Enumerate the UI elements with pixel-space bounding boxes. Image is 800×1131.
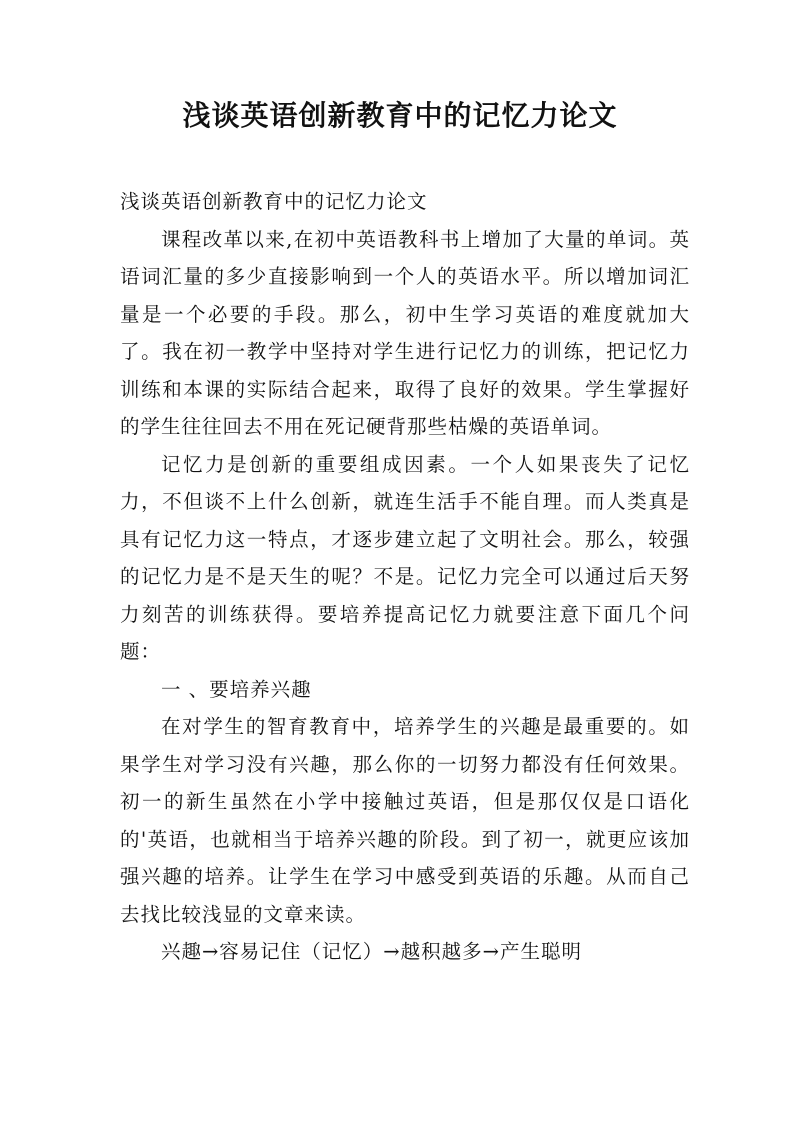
- paragraph-vocabulary: 课程改革以来,在初中英语教科书上增加了大量的单词。英语词汇量的多少直接影响到一个人的英语水平。所以增加词汇量是一个必要的手段。那么，初中生学习英语的难度就加大了。我在初一教学中坚持对学生进行记忆力的训练，把记忆力训练和本课的实际结合起来，取得了良好的效果。学生掌握好的学生往往回去不用在死记硬背那些枯燥的英语单词。: [120, 227, 690, 438]
- paragraph-interest: 在对学生的智育教育中，培养学生的兴趣是最重要的。如果学生对学习没有兴趣，那么你的一切努力都没有任何效果。初一的新生虽然在小学中接触过英语，但是那仅仅是口语化的'英语，也就相当于培养兴趣的阶段。到了初一，就更应该加强兴趣的培养。让学生在学习中感受到英语的乐趣。从而自己去找比较浅显的文章来读。: [120, 715, 690, 926]
- document-body: [120, 183, 690, 971]
- paragraph-memory: 记忆力是创新的重要组成因素。一个人如果丧失了记忆力，不但谈不上什么创新，就连生活手不能自理。而人类真是具有记忆力这一特点，才逐步建立起了文明社会。那么，较强的记忆力是不是天生的呢？不是。记忆力完全可以通过后天努力刻苦的训练获得。要培养提高记忆力就要注意下面几个问题：: [120, 452, 690, 663]
- section-heading-interest: 一 、要培养兴趣: [160, 677, 312, 701]
- document-title: 浅谈英语创新教育中的记忆力论文: [182, 99, 618, 132]
- document-subtitle: 浅谈英语创新教育中的记忆力论文: [120, 190, 428, 213]
- interest-flow-line: 兴趣→容易记住（记忆）→越积越多→产生聪明: [160, 940, 582, 963]
